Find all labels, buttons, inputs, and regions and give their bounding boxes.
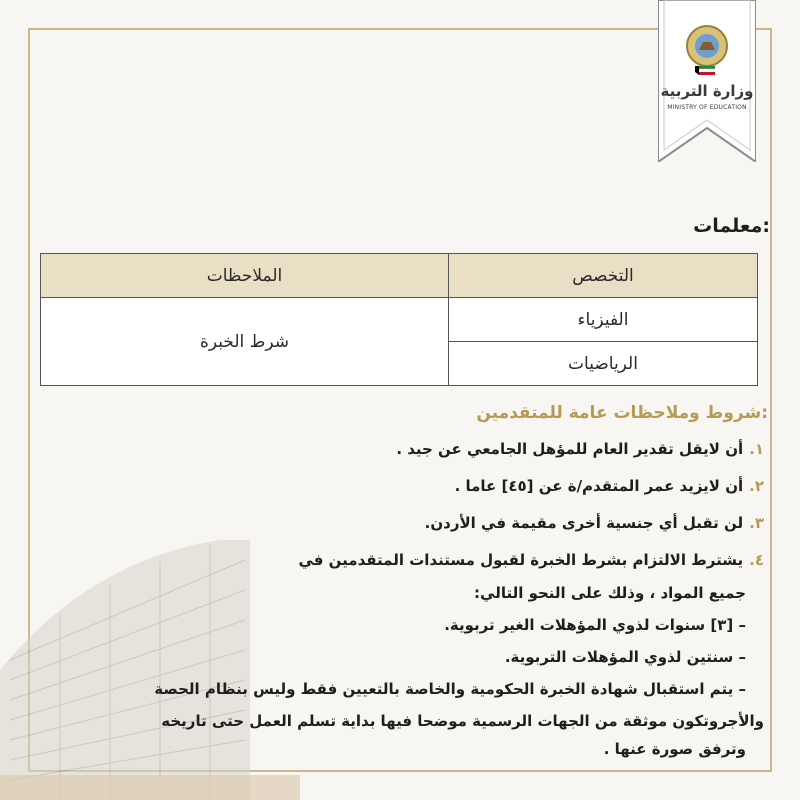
condition-number: ٣. bbox=[749, 514, 764, 532]
condition-item bbox=[64, 440, 764, 459]
condition-text: لن تقبل أي جنسية أخرى مقيمة في الأردن. bbox=[424, 514, 744, 532]
specialization-table bbox=[40, 253, 758, 386]
section-title: معلمات: bbox=[693, 215, 770, 237]
condition-subitem: – يتم استقبال شهادة الخبرة الحكومية والخاصة بالتعيين فقط وليس بنظام الحصة bbox=[154, 680, 746, 698]
ministry-name-english: MINISTRY OF EDUCATION bbox=[667, 104, 747, 111]
specialization-cell: الفيزياء bbox=[449, 298, 758, 342]
condition-item bbox=[64, 551, 764, 570]
condition-number: ٤. bbox=[749, 551, 764, 569]
condition-item bbox=[64, 514, 764, 533]
condition-text: أن لايزيد عمر المتقدم/ة عن [٤٥] عاما . bbox=[454, 477, 744, 495]
condition-number: ١. bbox=[749, 440, 764, 458]
condition-item bbox=[64, 477, 764, 496]
condition-subitem-continuation: والأجروتكون موثقة من الجهات الرسمية موضحا فيها بداية تسلم العمل حتى تاريخه bbox=[161, 712, 764, 730]
notes-cell: شرط الخبرة bbox=[41, 298, 449, 386]
emblem-icon bbox=[685, 22, 729, 78]
ministry-name-arabic: وزارة التربية bbox=[660, 82, 754, 100]
header-notes: الملاحظات bbox=[41, 254, 449, 298]
table-row bbox=[41, 298, 758, 342]
condition-subitem-continuation: وترفق صورة عنها . bbox=[603, 740, 746, 758]
conditions-title: شروط وملاحظات عامة للمتقدمين: bbox=[476, 403, 768, 423]
condition-subitem: – سنتين لذوي المؤهلات التربوية. bbox=[504, 648, 746, 666]
header-specialization: التخصص bbox=[449, 254, 758, 298]
ministry-badge bbox=[658, 0, 756, 162]
condition-subitem: – [٣] سنوات لذوي المؤهلات الغير تربوية. bbox=[444, 616, 746, 634]
condition-text: يشترط الالتزام بشرط الخبرة لقبول مستندات المتقدمين في bbox=[298, 551, 744, 569]
condition-text: أن لايقل تقدير العام للمؤهل الجامعي عن جيد . bbox=[396, 440, 744, 458]
condition-continuation: جميع المواد ، وذلك على النحو التالي: bbox=[474, 584, 746, 602]
specialization-cell: الرياضيات bbox=[449, 342, 758, 386]
condition-number: ٢. bbox=[749, 477, 764, 495]
